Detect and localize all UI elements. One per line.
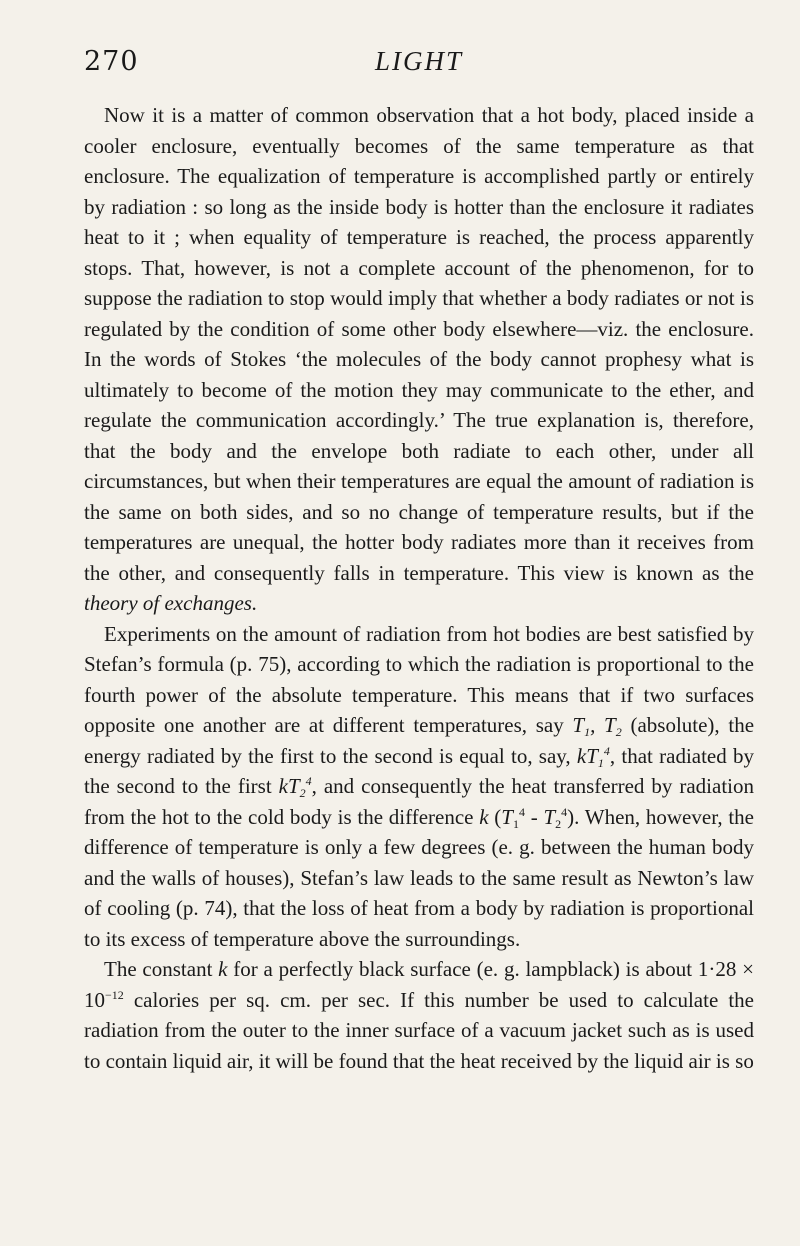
paragraph-text: Now it is a matter of common observation that a hot body, placed inside a cooler enclosure, eventually becomes of the same temperature as that enclosure. The equalization of temperature is accomplished partly or entirely by radiation : so long as the inside body is hotter than the enclosure it radiates heat to it ; when equality of temperature is reached, the process apparently stops. That, however, is not a complete account of the phenomenon, for to suppose the radiation to stop would imply that whether a body radiates or not is regulated by the condition of some other body elsewhere—viz. the enclosure. In the words of Stokes ‘the molecules of the body cannot prophesy what is ultimately to become of the motion they may communicate to the ether, and regulate the communication accordingly.’ The true explanation is, therefore, that the body and the envelope both radiate to each other, under all circumstances, but when their temperatures are equal the amount of radiation is the same on both sides, and so no change of temperature results, but if the temperatures are unequal, the hotter body radiates more than it receives from the other, and consequently falls in temperature. This view is known as the [84, 103, 754, 585]
formula-t1-t2: $T_1$, $T_2$ [572, 713, 622, 739]
formula-difference: k [479, 804, 489, 829]
formula-kt1: $kT_1^4$ [576, 743, 610, 770]
paragraph-text: When, however, the difference of temperature is only a few degrees (e. g. between the human body and the walls of houses), Stefan’s law leads to the same result as Newton’s law of cooling (p. 74), that the loss of heat from a body by radiation is proportional to its excess of temperature above the surroundings. [84, 804, 754, 951]
running-head: LIGHT [374, 46, 464, 76]
constant-value: 1·28 × 10 [84, 957, 754, 1012]
paragraph-text: calories per sq. cm. per sec. If this number be used to calculate the radiation from the outer to the inner surface of a vacuum jacket such as is used to contain liquid air, it will be found that the heat received by the liquid air is so [84, 987, 754, 1073]
paragraph-theory-of-exchanges [84, 100, 754, 619]
paragraph-constant-k [84, 954, 754, 1076]
page-number: 270 [84, 46, 139, 77]
paragraph-text: (absolute), the energy radiated by the first to the second is equal to, say, [84, 713, 755, 768]
body-text [84, 100, 754, 1076]
paragraph-text: and consequently the heat transferred by radiation from the hot to the cold body is the difference [84, 774, 755, 829]
emphasis-theory-of-exchanges: theory of exchanges. [84, 591, 258, 615]
paragraph-text: The constant [104, 957, 213, 981]
paragraph-stefans-formula: Experiments on the amount of radiation from hot bodies are best satisfied by Stefan’s formula (p. 75), according to which the radiation is proportional to the fourth power of the absolute temperature. This means that if two surfaces opposite one another are at different temperatures, say $T_1$, $T_2$ (absolute), the energy radiated by the first to the second is equal to, say, $kT_1^4$, that radiated by the second to the first $kT_2^4$, and consequently the heat transferred by radiation from the hot to the cold body is the difference k $(T_1^4 - T_2^4)$. When, however, the difference of temperature is only a few degrees (e. g. between the human body and the walls of houses), Stefan’s law leads to the same result as Newton’s law of cooling (p. 74), that the loss of heat from a body by radiation is proportional to its excess of temperature above the surroundings. [84, 621, 755, 951]
paragraph-text: Experiments on the amount of radiation from hot bodies are best satisfied by Stefan’s formula (p. 75), according to which the radiation is proportional to the fourth power of the absolute temperature. This means that if two surfaces opposite one another are at different temperatures, say [84, 621, 754, 737]
constant-exponent: −12 [105, 987, 124, 1002]
paragraph-text: for a perfectly black surface (e. g. lampblack) is about [233, 957, 693, 981]
formula-k: k [218, 957, 228, 981]
paragraph-text: that radiated by the second to the first [84, 743, 754, 798]
formula-kt2: $kT_2^4$ [278, 774, 312, 800]
page-header [84, 46, 754, 86]
